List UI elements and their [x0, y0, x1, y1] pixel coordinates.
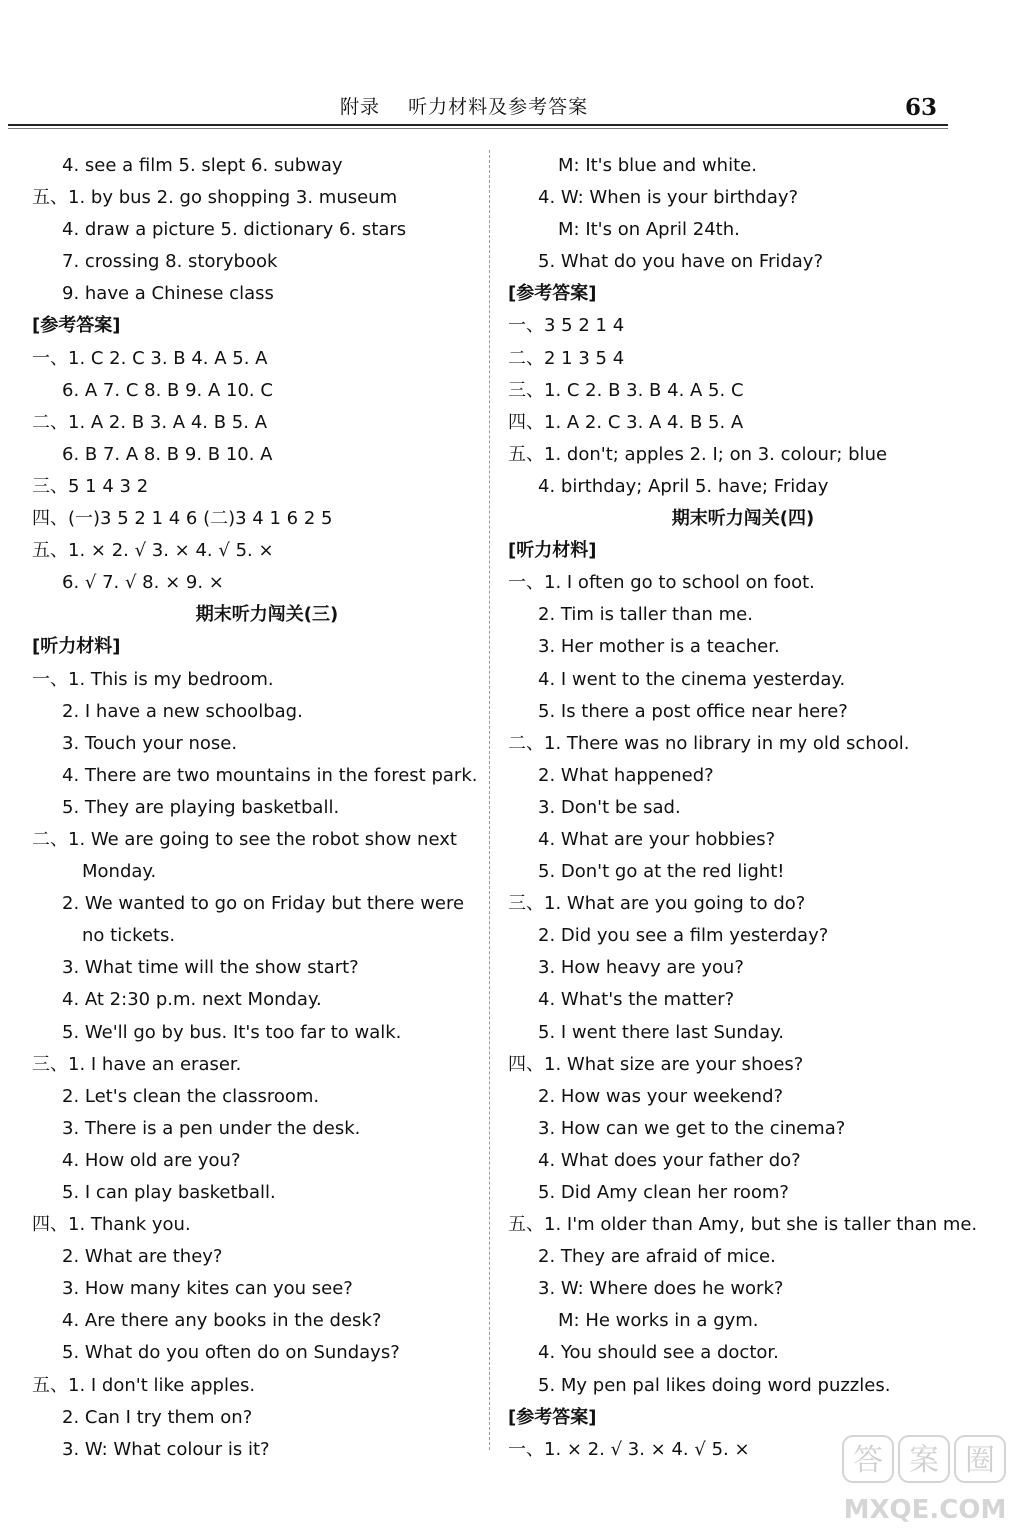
left-column-line: 6. A 7. C 8. B 9. A 10. C [62, 379, 273, 401]
watermark-char-1: 答 [853, 1443, 883, 1478]
right-column-line: M: He works in a gym. [558, 1310, 759, 1332]
left-column-line: 9. have a Chinese class [62, 283, 274, 305]
right-column-line: 一、3 5 2 1 4 [508, 315, 625, 337]
right-column-line: 4. What does your father do? [538, 1149, 801, 1171]
subsection-label: [参考答案] [508, 283, 597, 305]
left-column-line: 3. W: What colour is it? [62, 1438, 270, 1460]
left-column-line: 4. see a film 5. slept 6. subway [62, 155, 343, 176]
right-column-line: 一、1. I often go to school on foot. [508, 572, 815, 594]
left-column-line: 3. Touch your nose. [62, 732, 238, 754]
right-column-line: 2. Did you see a film yesterday? [538, 925, 829, 947]
watermark [835, 1430, 1020, 1530]
left-column-line: 6. √ 7. √ 8. × 9. × [62, 572, 224, 594]
left-column-line: 5. What do you often do on Sundays? [62, 1342, 400, 1364]
section-heading: 期末听力闯关(四) [671, 508, 815, 530]
left-column-line: 3. How many kites can you see? [62, 1278, 353, 1300]
left-column-line: 4. draw a picture 5. dictionary 6. stars [62, 219, 407, 241]
left-column-line: 二、1. A 2. B 3. A 4. B 5. A [32, 411, 268, 433]
right-column-line: 4. I went to the cinema yesterday. [538, 668, 846, 690]
right-column-line: 5. Is there a post office near here? [538, 700, 848, 722]
right-column-line: 2. What happened? [538, 764, 714, 786]
left-column-line: 二、1. We are going to see the robot show next [32, 828, 457, 850]
left-column-line: 三、5 1 4 3 2 [32, 475, 149, 497]
left-column-line: 5. We'll go by bus. It's too far to walk. [62, 1021, 402, 1043]
subsection-label: [参考答案] [508, 1406, 597, 1428]
right-column-line: 2. How was your weekend? [538, 1085, 784, 1107]
right-column-line: 4. What's the matter? [538, 989, 735, 1011]
right-column-line: 3. Her mother is a teacher. [538, 636, 780, 658]
left-column [32, 150, 502, 1466]
right-column-line: 五、1. I'm older than Amy, but she is taller than me. [508, 1214, 978, 1236]
right-column-line: 四、1. A 2. C 3. A 4. B 5. A [508, 411, 744, 433]
left-column-line: 2. I have a new schoolbag. [62, 700, 303, 722]
left-column-line: 一、1. This is my bedroom. [32, 668, 274, 690]
right-column-line: 3. How heavy are you? [538, 957, 744, 979]
left-column-line: 2. Let's clean the classroom. [62, 1085, 320, 1107]
left-column-line: 3. There is a pen under the desk. [62, 1117, 361, 1139]
right-column-line: 三、1. What are you going to do? [508, 893, 806, 915]
right-column-line: M: It's on April 24th. [558, 219, 740, 241]
subsection-label: [听力材料] [32, 636, 121, 658]
watermark-domain: MXQE.COM [843, 1495, 1007, 1525]
right-column-line: 4. You should see a doctor. [538, 1342, 779, 1364]
left-column-line: 3. What time will the show start? [62, 957, 359, 979]
left-column-line: 5. They are playing basketball. [62, 796, 340, 818]
right-column-line: 4. W: When is your birthday? [538, 187, 799, 209]
watermark-logo-icon [835, 1430, 1020, 1530]
right-column-line: 5. What do you have on Friday? [538, 251, 824, 273]
left-column-line: Monday. [82, 861, 157, 883]
left-column-line: 三、1. I have an eraser. [32, 1053, 242, 1075]
watermark-char-3: 圈 [965, 1443, 995, 1478]
right-column-line: 4. What are your hobbies? [538, 828, 776, 850]
left-column-line: 2. We wanted to go on Friday but there were [62, 893, 465, 915]
page-number: 63 [905, 94, 938, 121]
left-column-line: 2. Can I try them on? [62, 1406, 253, 1428]
subsection-label: [听力材料] [508, 540, 597, 562]
page-header [0, 0, 1024, 130]
right-column-line: 四、1. What size are your shoes? [508, 1053, 804, 1075]
right-column-line: 3. How can we get to the cinema? [538, 1117, 846, 1139]
right-column-line: 2. Tim is taller than me. [538, 604, 753, 626]
right-column-line: 5. Don't go at the red light! [538, 861, 785, 883]
left-column-line: 4. There are two mountains in the forest park. [62, 764, 478, 786]
left-column-line: 4. At 2:30 p.m. next Monday. [62, 989, 322, 1011]
left-column-line: 五、1. I don't like apples. [32, 1374, 256, 1396]
left-column-line: 4. How old are you? [62, 1149, 241, 1171]
watermark-char-2: 案 [909, 1443, 939, 1478]
section-heading: 期末听力闯关(三) [195, 604, 339, 626]
left-column-line: 5. I can play basketball. [62, 1182, 276, 1203]
right-column-line: M: It's blue and white. [558, 155, 757, 176]
right-column-line: 5. Did Amy clean her room? [538, 1182, 789, 1203]
left-column-line: no tickets. [82, 925, 176, 947]
right-column-line: 一、1. × 2. √ 3. × 4. √ 5. × [508, 1438, 750, 1460]
right-column-line: 5. I went there last Sunday. [538, 1021, 784, 1043]
right-column-line: 3. W: Where does he work? [538, 1278, 784, 1300]
left-column-line: 6. B 7. A 8. B 9. B 10. A [62, 443, 273, 465]
right-column-line: 3. Don't be sad. [538, 796, 681, 818]
right-column-line: 五、1. don't; apples 2. I; on 3. colour; blue [508, 443, 888, 465]
right-column-line: 二、2 1 3 5 4 [508, 347, 625, 369]
left-column-line: 2. What are they? [62, 1246, 223, 1268]
left-column-line: 7. crossing 8. storybook [62, 251, 278, 273]
left-column-line: 4. Are there any books in the desk? [62, 1310, 382, 1332]
right-column-line: 二、1. There was no library in my old school. [508, 732, 910, 754]
header-title: 附录 听力材料及参考答案 [340, 96, 589, 118]
left-column-line: 一、1. C 2. C 3. B 4. A 5. A [32, 347, 268, 369]
right-column-line: 2. They are afraid of mice. [538, 1246, 776, 1268]
right-column [508, 150, 978, 1466]
right-column-line: 5. My pen pal likes doing word puzzles. [538, 1374, 891, 1396]
left-column-line: 四、1. Thank you. [32, 1214, 191, 1236]
header-rule [8, 124, 948, 126]
subsection-label: [参考答案] [32, 315, 121, 337]
right-column-line: 4. birthday; April 5. have; Friday [538, 475, 829, 497]
right-column-line: 三、1. C 2. B 3. B 4. A 5. C [508, 379, 744, 401]
left-column-line: 五、1. by bus 2. go shopping 3. museum [32, 187, 398, 209]
left-column-line: 四、(一)3 5 2 1 4 6 (二)3 4 1 6 2 5 [32, 508, 333, 530]
header-rule-thin [8, 128, 948, 129]
left-column-line: 五、1. × 2. √ 3. × 4. √ 5. × [32, 540, 274, 562]
